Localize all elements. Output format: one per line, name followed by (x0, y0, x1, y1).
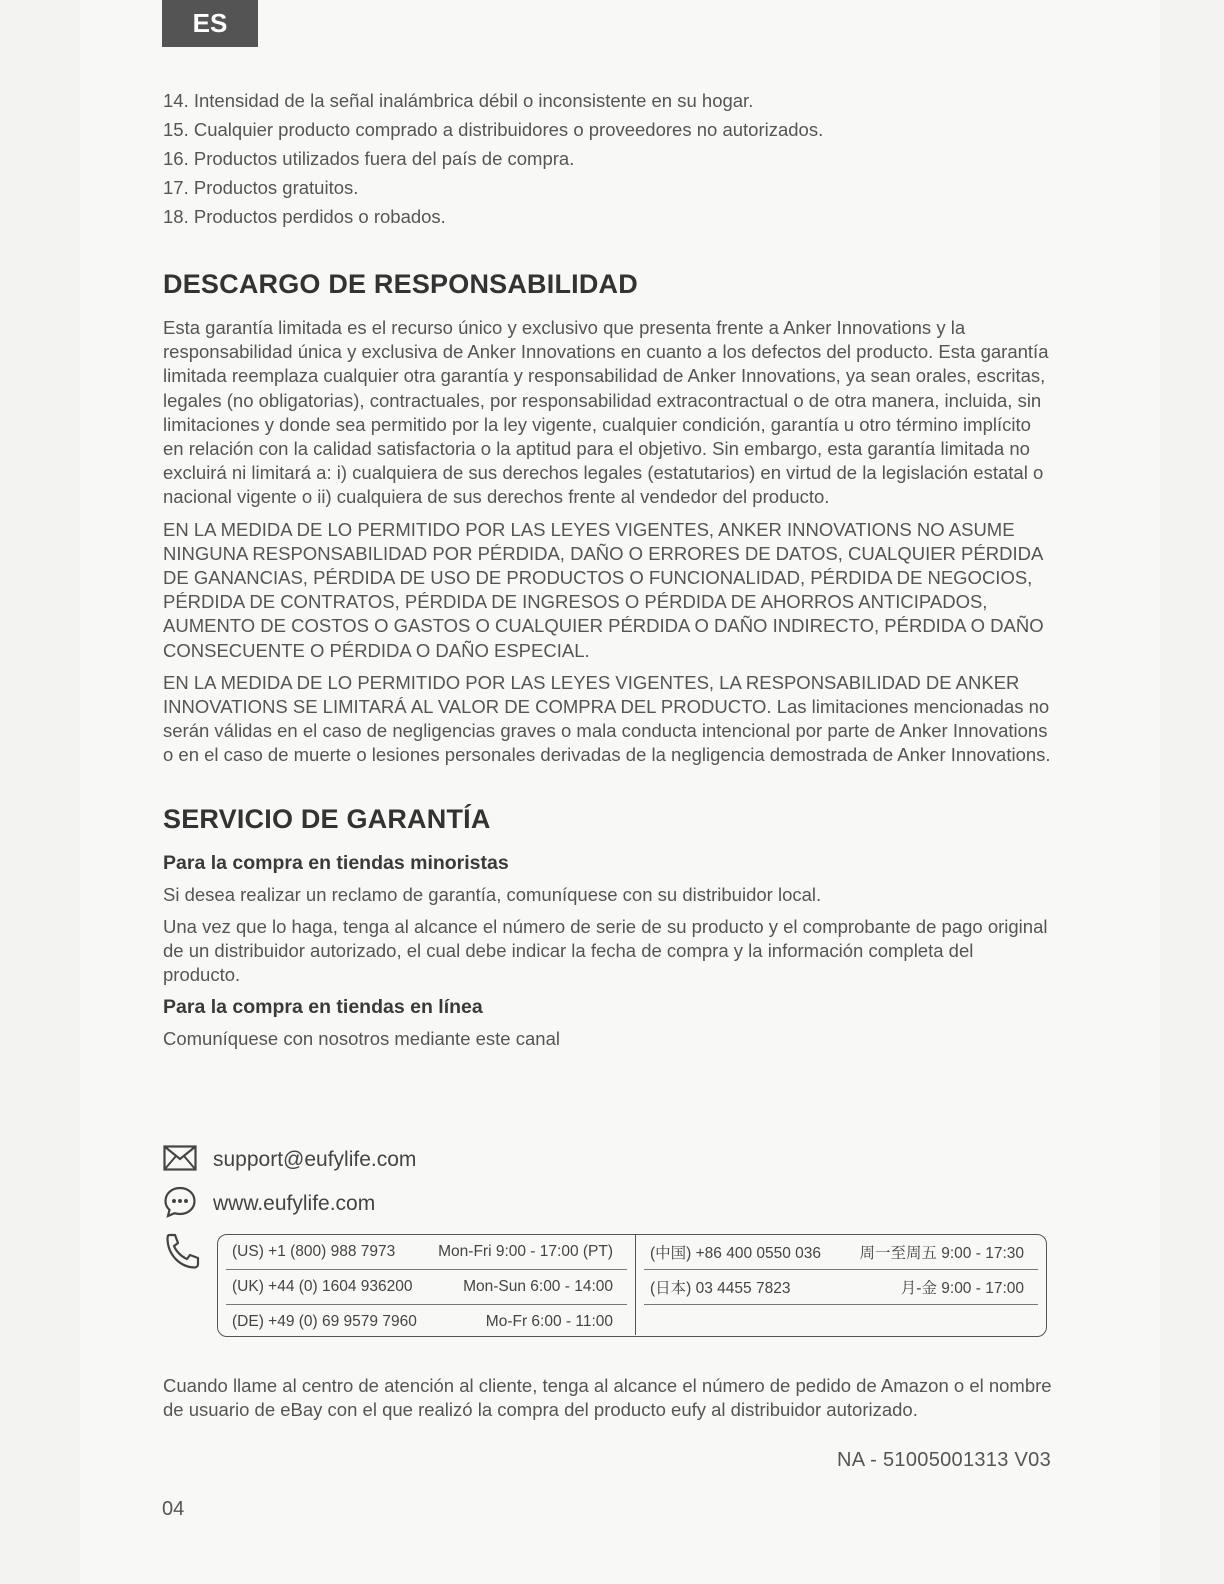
phone-hours: 周一至周五 9:00 - 17:30 (859, 1245, 1024, 1262)
envelope-icon (163, 1145, 197, 1176)
phone-number[interactable]: (中国) +86 400 0550 036 (650, 1245, 822, 1262)
retail-paragraph-2: Una vez que lo haga, tenga al alcance el número de serie de su producto y el comprobante de pago original de un distribuidor autorizado, el cual debe indicar la fecha de compra y la información completa del producto. (163, 915, 1048, 986)
chat-bubble-icon (163, 1185, 197, 1224)
online-paragraph: Comuníquese con nosotros mediante este canal (163, 1028, 560, 1050)
phone-column-left (218, 1235, 636, 1335)
list-item: 15. Cualquier producto comprado a distribuidores o proveedores no autorizados. (163, 119, 824, 140)
phone-row (644, 1270, 1038, 1305)
list-item: 16. Productos utilizados fuera del país de compra. (163, 148, 575, 169)
main-content (163, 86, 1053, 1052)
phone-section (163, 1232, 1053, 1342)
retail-purchase-heading: Para la compra en tiendas minoristas (163, 851, 509, 874)
disclaimer-heading: DESCARGO DE RESPONSABILIDAD (163, 269, 638, 299)
list-item: 18. Productos perdidos o robados. (163, 206, 446, 227)
phone-numbers-table (217, 1234, 1047, 1337)
phone-number[interactable]: (US) +1 (800) 988 7973 (232, 1243, 396, 1260)
web-row (163, 1182, 1063, 1226)
list-item: 17. Productos gratuitos. (163, 177, 359, 198)
closing-paragraph: Cuando llame al centro de atención al cliente, tenga al alcance el número de pedido de Amazon o el nombre de usuario de eBay con el que realizó la compra del producto eufy al distribuidor autorizado. (163, 1375, 1052, 1421)
list-item: 14. Intensidad de la señal inalámbrica débil o inconsistente en su hogar. (163, 90, 754, 111)
website-link[interactable]: www.eufylife.com (213, 1192, 376, 1215)
phone-row (226, 1235, 627, 1270)
phone-row (644, 1235, 1038, 1270)
language-tab: ES (162, 0, 258, 47)
document-number: NA - 51005001313 V03 (837, 1449, 1051, 1471)
retail-paragraph-1: Si desea realizar un reclamo de garantía, comuníquese con su distribuidor local. (163, 883, 822, 905)
disclaimer-paragraph-3: EN LA MEDIDA DE LO PERMITIDO POR LAS LEYES VIGENTES, LA RESPONSABILIDAD DE ANKER INNOVATIONS SE LIMITARÁ AL VALOR DE COMPRA DEL PRODUCTO. Las limitaciones mencionadas no serán válidas en el caso de negligencias graves o mala conducta intencional por parte de Anker Innovations o en el caso de muerte o lesiones personales derivadas de la negligencia demostrada de Anker Innovations. (163, 671, 1051, 766)
support-email-link[interactable]: support@eufylife.com (213, 1148, 417, 1171)
contact-section (163, 1138, 1063, 1226)
phone-hours: Mon-Fri 9:00 - 17:00 (PT) (438, 1243, 613, 1260)
email-row (163, 1138, 1063, 1182)
page-number: 04 (162, 1498, 185, 1520)
phone-icon (163, 1232, 203, 1277)
warranty-service-heading: SERVICIO DE GARANTÍA (163, 803, 491, 834)
disclaimer-paragraph-1: Esta garantía limitada es el recurso único y exclusivo que presenta frente a Anker Innovations y la responsabilidad única y exclusiva de Anker Innovations en cuanto a los defectos del producto. Esta garantía limitada reemplaza cualquier otra garantía y responsabilidad de Anker Innovations, ya sean orales, escritas, legales (no obligatorias), contractuales, por responsabilidad extracontractual o de otra manera, incluida, sin limitaciones y donde sea permitido por la ley vigente, cualquier condición, garantía u otro término implícito en relación con la calidad satisfactoria o la aptitud para el objetivo. Sin embargo, esta garantía limitada no excluirá ni limitará a: i) cualquiera de sus derechos legales (estatutarios) en virtud de la legislación estatal o nacional vigente o ii) cualquiera de sus derechos frente al vendedor del producto. (163, 317, 1049, 508)
phone-row (226, 1305, 627, 1339)
phone-number[interactable]: (UK) +44 (0) 1604 936200 (232, 1278, 413, 1295)
phone-hours: Mon-Sun 6:00 - 14:00 (463, 1278, 613, 1295)
phone-column-right (636, 1235, 1046, 1335)
phone-row (226, 1270, 627, 1305)
disclaimer-paragraph-2: EN LA MEDIDA DE LO PERMITIDO POR LAS LEYES VIGENTES, ANKER INNOVATIONS NO ASUME NINGUNA RESPONSABILIDAD POR PÉRDIDA, DAÑO O ERRORES DE DATOS, CUALQUIER PÉRDIDA DE GANANCIAS, PÉRDIDA DE USO DE PRODUCTOS O FUNCIONALIDAD, PÉRDIDA DE NEGOCIOS, PÉRDIDA DE CONTRATOS, PÉRDIDA DE INGRESOS O PÉRDIDA DE AHORROS ANTICIPADOS, AUMENTO DE COSTOS O GASTOS O CUALQUIER PÉRDIDA O DAÑO INDIRECTO, PÉRDIDA O DAÑO CONSECUENTE O PÉRDIDA O DAÑO ESPECIAL. (163, 518, 1044, 661)
online-purchase-heading: Para la compra en tiendas en línea (163, 996, 483, 1019)
phone-hours: 月-金 9:00 - 17:00 (900, 1280, 1024, 1297)
phone-number[interactable]: (日本) 03 4455 7823 (650, 1280, 791, 1297)
phone-hours: Mo-Fr 6:00 - 11:00 (485, 1313, 613, 1330)
phone-number[interactable]: (DE) +49 (0) 69 9579 7960 (232, 1313, 417, 1330)
exclusion-list (163, 86, 1053, 231)
